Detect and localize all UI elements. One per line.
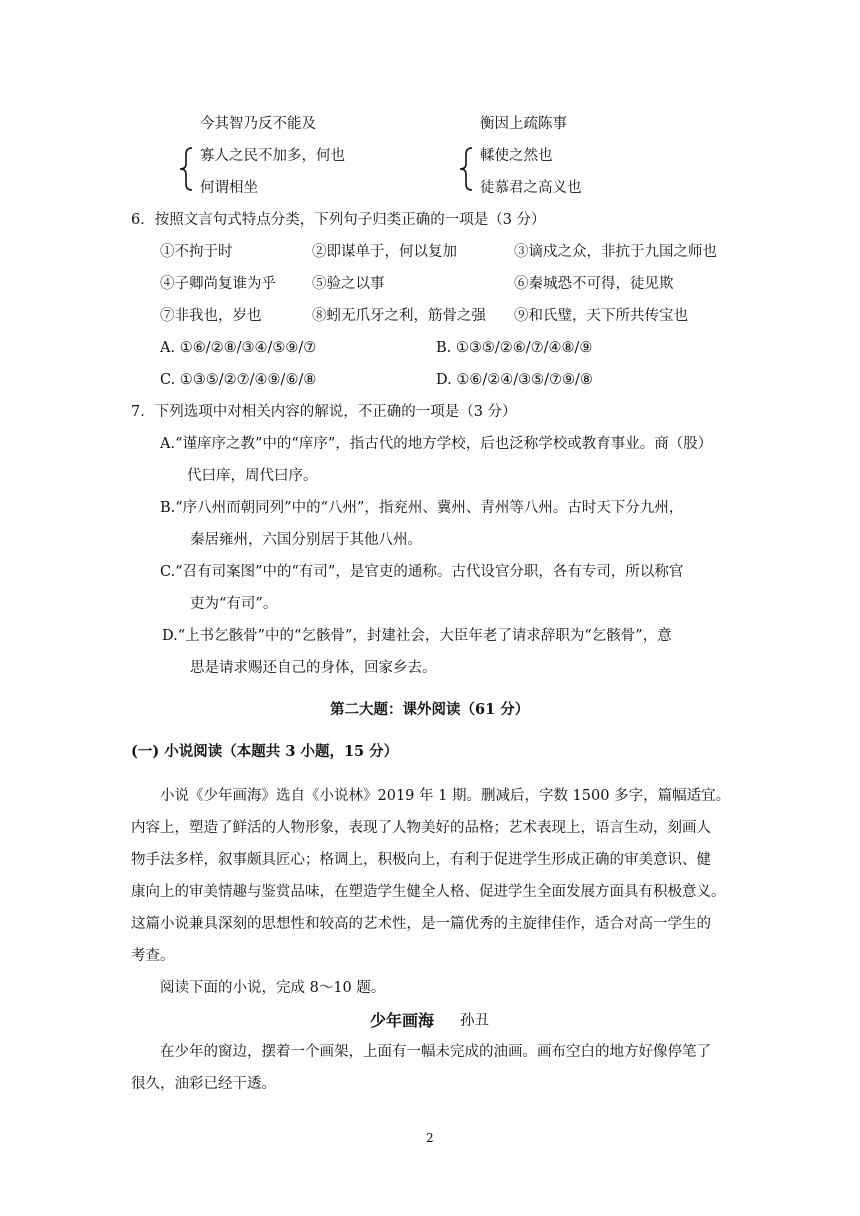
- q6-option-a: A. ①⑥/②⑧/③④/⑤⑨/⑦: [160, 340, 317, 356]
- intro-line-6: 考查。: [131, 948, 175, 964]
- story-paragraph-1: 在少年的窗边，摆着一个画架，上面有一幅未完成的油画。画布空白的地方好像停笔了: [160, 1044, 711, 1060]
- q7-option-a-line2: 代曰庠，周代曰序。: [187, 468, 318, 484]
- q7-option-d-line2: 思是请求赐还自己的身体，回家乡去。: [190, 660, 437, 676]
- q5-left-b2: 何谓相坐: [200, 180, 258, 196]
- intro-line-5: 这篇小说兼具深刻的思想性和较高的艺术性，是一篇优秀的主旋律佳作，适合对高一学生的: [131, 916, 711, 932]
- story-paragraph-1-cont: 很久，油彩已经干透。: [131, 1076, 276, 1092]
- q6-sentence-5: ⑤验之以事: [312, 276, 385, 292]
- intro-line-2: 内容上，塑造了鲜活的人物形象，表现了人物美好的品格；艺术表现上，语言生动，刻画人: [131, 820, 711, 836]
- q7-stem: 7．下列选项中对相关内容的解说，不正确的一项是（3 分）: [131, 404, 517, 420]
- q6-option-d: D. ①⑥/②④/③⑤/⑦⑨/⑧: [436, 372, 593, 388]
- intro-line-1: 小说《少年画海》选自《小说林》2019 年 1 期。删减后，字数 1500 多字，篇幅适宜。: [160, 788, 731, 804]
- q6-option-c: C. ①③⑤/②⑦/④⑨/⑥/⑧: [160, 372, 317, 388]
- q6-sentence-9: ⑨和氏璧，天下所共传宝也: [514, 308, 688, 324]
- q6-sentence-8: ⑧蚓无爪牙之利，筋骨之强: [312, 308, 486, 324]
- q7-option-a-line1: A.“谨庠序之教”中的“庠序”，指古代的地方学校，后也泛称学校或教育事业。商（股）: [160, 436, 713, 452]
- intro-line-4: 康向上的审美情趣与鉴赏品味，在塑造学生健全人格、促进学生全面发展方面具有积极意义。: [131, 884, 726, 900]
- story-title: 少年画海: [370, 1011, 435, 1030]
- q7-option-c-line2: 吏为“有司”。: [190, 596, 278, 612]
- q5-left-b1: 寡人之民不加多，何也: [200, 148, 345, 164]
- q5-right-b2: 徒慕君之高义也: [480, 180, 582, 196]
- q5-right-top: 衡因上疏陈事: [480, 116, 567, 132]
- right-brace-icon: [456, 146, 476, 192]
- q7-option-b-line1: B.“序八州而朝同列”中的“八州”，指兖州、冀州、青州等八州。古时天下分九州，: [160, 500, 684, 516]
- q7-option-b-line2: 秦居雍州，六国分别居于其他八州。: [190, 532, 422, 548]
- subsection-heading: (一) 小说阅读（本题共 3 小题，15 分）: [131, 743, 399, 760]
- q6-sentence-4: ④子卿尚复谁为乎: [160, 276, 276, 292]
- q7-option-d-line1: D.“上书乞骸骨”中的“乞骸骨”，封建社会，大臣年老了请求辞职为“乞骸骨”，意: [162, 628, 672, 644]
- q6-sentence-1: ①不拘于时: [160, 244, 233, 260]
- q7-option-c-line1: C.“召有司案图”中的“有司”，是官吏的通称。古代设官分职，各有专司，所以称官: [160, 564, 684, 580]
- reading-instruction: 阅读下面的小说，完成 8～10 题。: [160, 980, 386, 996]
- q6-stem: 6．按照文言句式特点分类，下列句子归类正确的一项是（3 分）: [131, 212, 546, 228]
- q6-sentence-2: ②即谋单于，何以复加: [312, 244, 457, 260]
- q6-sentence-7: ⑦非我也，岁也: [160, 308, 262, 324]
- left-brace-icon: [176, 146, 196, 192]
- q6-sentence-6: ⑥秦城恐不可得，徒见欺: [514, 276, 674, 292]
- intro-line-3: 物手法多样，叙事颇具匠心；格调上，积极向上，有利于促进学生形成正确的审美意识、健: [131, 852, 711, 868]
- story-author: 孙丑: [460, 1013, 489, 1029]
- q6-sentence-3: ③谪戍之众，非抗于九国之师也: [514, 244, 717, 260]
- section-heading: 第二大题：课外阅读（61 分）: [330, 701, 530, 718]
- q5-right-b1: 輮使之然也: [480, 148, 553, 164]
- q6-option-b: B. ①③⑤/②⑥/⑦/④⑧/⑨: [436, 340, 593, 356]
- q5-left-top: 今其智乃反不能及: [200, 116, 316, 132]
- page-number: 2: [426, 1131, 434, 1145]
